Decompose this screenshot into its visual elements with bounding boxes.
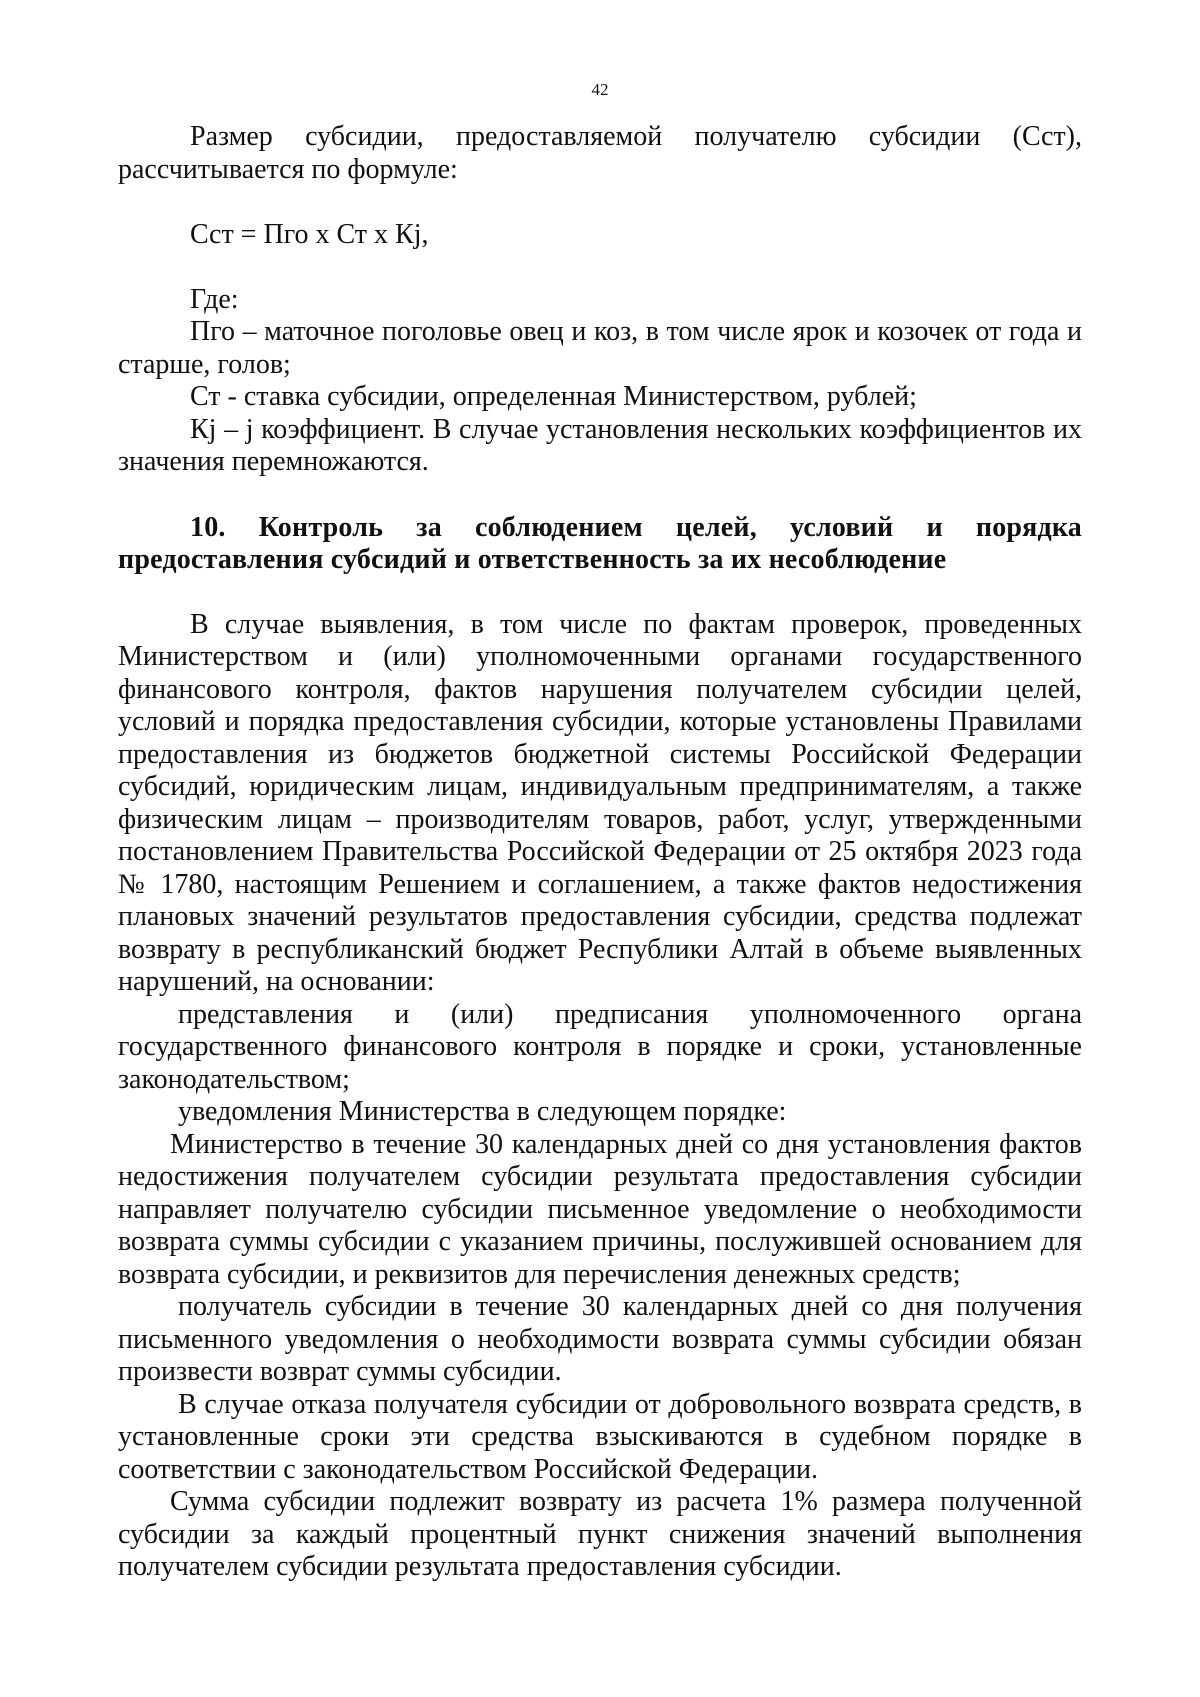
definition-st: Ст - ставка субсидии, определенная Министерством, рублей;: [190, 381, 917, 412]
section-paragraph-representation: представления и (или) предписания уполномоченного органа государственного финансового контроля в порядке и сроки, установленные законодательством;: [118, 998, 1082, 1095]
section-heading: 10. Контроль за соблюдением целей, условий и порядка предоставления субсидий и ответственность за их несоблюдение: [118, 511, 1082, 575]
where-label: Где:: [190, 283, 239, 315]
section-paragraph-notification: уведомления Министерства в следующем порядке:: [178, 1096, 787, 1127]
page-body: [118, 121, 1082, 1584]
definition-kj: Кj – j коэффициент. В случае установления нескольких коэффициентов их значения перемножаются.: [118, 413, 1082, 477]
section-paragraph-main: В случае выявления, в том числе по фактам проверок, проведенных Министерством и (или) уполномоченными органами государственного финансового контроля, фактов нарушения получателем субсидии целей, условий и порядка предоставления субсидии, которые установлены Правилами предоставления из бюджетов бюджетной системы Российской Федерации субсидий, юридическим лицам, индивидуальным предпринимателям, а также физическим лицам – производителям товаров, работ, услуг, утвержденными постановлением Правительства Российской Федерации от 25 октября 2023 года № 1780, настоящим Решением и соглашением, а также фактов недостижения плановых значений результатов предоставления субсидии, средства подлежат возврату в республиканский бюджет Республики Алтай в объеме выявленных нарушений, на основании:: [118, 608, 1082, 997]
section-paragraph-refund-rate: Сумма субсидии подлежит возврату из расчета 1% размера полученной субсидии за каждый процентный пункт снижения значений выполнения получателем субсидии результата предоставления субсидии.: [118, 1486, 1082, 1582]
definition-pgo: Пго – маточное поголовье овец и коз, в том числе ярок и козочек от года и старше, голов;: [118, 316, 1082, 380]
subsidy-size-sentence: Размер субсидии, предоставляемой получателю субсидии (Сст), рассчитывается по формуле:: [118, 121, 1082, 185]
section-paragraph-refusal: В случае отказа получателя субсидии от добровольного возврата средств, в установленные сроки эти средства взыскиваются в судебном порядке в соответствии с законодательством Российской Федерации.: [118, 1388, 1082, 1485]
page-number: 42: [591, 80, 609, 99]
subsidy-formula: Сст = Пго х Ст х Кj,: [190, 219, 429, 250]
section-paragraph-ministry-term: Министерство в течение 30 календарных дней со дня установления фактов недостижения получателем субсидии результата предоставления субсидии направляет получателю субсидии письменное уведомление о необходимости возврата суммы субсидии с указанием причины, послужившей основанием для возврата субсидии, и реквизитов для перечисления денежных средств;: [118, 1128, 1082, 1290]
section-paragraph-recipient-term: получатель субсидии в течение 30 календарных дней со дня получения письменного уведомления о необходимости возврата суммы субсидии обязан произвести возврат суммы субсидии.: [118, 1291, 1082, 1387]
